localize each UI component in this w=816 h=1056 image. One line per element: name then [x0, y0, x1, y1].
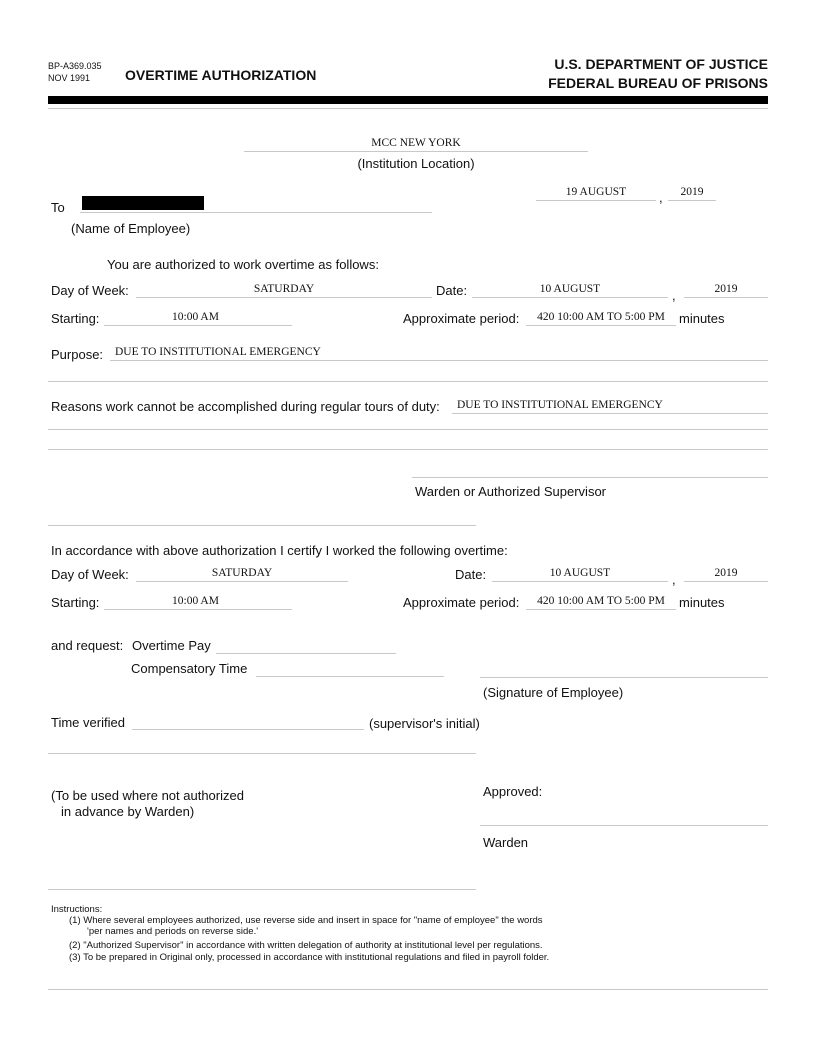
warden-signature-line[interactable] [480, 825, 768, 826]
instructions-heading: Instructions: [51, 904, 103, 915]
divider [48, 108, 768, 109]
date-label: Date: [436, 283, 468, 298]
cert-date-label: Date: [455, 567, 487, 582]
divider [48, 525, 476, 526]
employee-signature-line[interactable] [480, 677, 768, 678]
divider [48, 381, 768, 382]
year-field[interactable] [684, 282, 768, 298]
compensatory-time-field[interactable] [256, 676, 444, 677]
compensatory-time-label: Compensatory Time [131, 661, 248, 676]
day-of-week-value: SATURDAY [253, 283, 315, 295]
comma: , [672, 288, 676, 303]
supervisor-initial-label: (supervisor's initial) [369, 716, 480, 731]
bureau-name: FEDERAL BUREAU OF PRISONS [548, 75, 768, 91]
cert-day-of-week-label: Day of Week: [51, 567, 129, 582]
cert-starting-label: Starting: [51, 595, 100, 610]
divider [48, 449, 768, 450]
cert-year-field[interactable] [684, 566, 768, 582]
purpose-value: DUE TO INSTITUTIONAL EMERGENCY [115, 346, 321, 358]
cert-minutes-label: minutes [679, 595, 725, 610]
approximate-period-field[interactable] [526, 310, 676, 326]
institution-caption: (Institution Location) [357, 156, 475, 171]
day-of-week-label: Day of Week: [51, 283, 129, 298]
redaction-bar [82, 196, 204, 210]
reasons-field[interactable] [452, 398, 768, 414]
overtime-pay-field[interactable] [216, 653, 396, 654]
date-value: 10 AUGUST [539, 283, 601, 295]
cert-approximate-period-label: Approximate period: [403, 595, 520, 610]
employee-signature-caption: (Signature of Employee) [483, 685, 624, 700]
form-date: NOV 1991 [48, 73, 91, 83]
starting-field[interactable] [104, 310, 292, 326]
not-authorized-note-cont: in advance by Warden) [61, 804, 195, 819]
institution-value: MCC NEW YORK [371, 137, 461, 149]
supervisor-caption: Warden or Authorized Supervisor [415, 484, 607, 499]
divider [48, 429, 768, 430]
not-authorized-note: (To be used where not authorized [51, 788, 244, 803]
cert-approximate-period-field[interactable] [526, 594, 676, 610]
supervisor-signature-line[interactable] [412, 477, 768, 478]
request-label: and request: [51, 638, 124, 653]
form-title: OVERTIME AUTHORIZATION [125, 67, 317, 83]
cert-day-of-week-value: SATURDAY [211, 567, 273, 579]
time-verified-label: Time verified [51, 715, 125, 730]
cert-date-field[interactable] [492, 566, 668, 582]
divider [48, 989, 768, 990]
year-value: 2019 [714, 283, 738, 295]
to-label: To [51, 200, 65, 215]
cert-approximate-period-value: 420 10:00 AM TO 5:00 PM [537, 595, 665, 607]
purpose-label: Purpose: [51, 347, 104, 362]
issue-year-value: 2019 [680, 186, 704, 198]
issue-date-field[interactable] [536, 185, 656, 201]
date-field[interactable] [472, 282, 668, 298]
overtime-pay-label: Overtime Pay [132, 638, 211, 653]
comma: , [672, 572, 676, 587]
approximate-period-label: Approximate period: [403, 311, 520, 326]
certification-intro: In accordance with above authorization I certify I worked the following overtime: [51, 543, 508, 558]
time-verified-field[interactable] [132, 729, 364, 730]
reasons-value: DUE TO INSTITUTIONAL EMERGENCY [457, 399, 663, 411]
minutes-label: minutes [679, 311, 725, 326]
header-rule [48, 96, 768, 104]
day-of-week-field[interactable] [136, 282, 432, 298]
divider [48, 753, 476, 754]
instruction-1: (1) Where several employees authorized, use reverse side and insert in space for "name of employee" the words [69, 915, 543, 926]
starting-value: 10:00 AM [172, 311, 219, 323]
cert-date-value: 10 AUGUST [549, 567, 611, 579]
approximate-period-value: 420 10:00 AM TO 5:00 PM [537, 311, 665, 323]
employee-name-caption: (Name of Employee) [71, 221, 191, 236]
purpose-field[interactable] [110, 345, 768, 361]
department-name: U.S. DEPARTMENT OF JUSTICE [554, 56, 768, 72]
cert-day-of-week-field[interactable] [136, 566, 348, 582]
authorization-intro: You are authorized to work overtime as follows: [107, 257, 379, 272]
divider [48, 889, 476, 890]
instruction-2: (2) "Authorized Supervisor" in accordance with written delegation of authority at institutional level per regulations. [69, 940, 543, 951]
approved-label: Approved: [483, 784, 543, 799]
reasons-label: Reasons work cannot be accomplished during regular tours of duty: [51, 399, 440, 414]
instruction-1-cont: 'per names and periods on reverse side.' [87, 926, 259, 937]
issue-year-field[interactable] [668, 185, 716, 201]
issue-date-value: 19 AUGUST [565, 186, 627, 198]
comma: , [659, 190, 663, 205]
cert-starting-field[interactable] [104, 594, 292, 610]
starting-label: Starting: [51, 311, 100, 326]
cert-starting-value: 10:00 AM [172, 595, 219, 607]
warden-label: Warden [483, 835, 529, 850]
cert-year-value: 2019 [714, 567, 738, 579]
form-number: BP-A369.035 [48, 61, 102, 71]
instruction-3: (3) To be prepared in Original only, processed in accordance with institutional regulations and filed in payroll folder. [69, 952, 550, 963]
institution-field[interactable] [244, 136, 588, 152]
